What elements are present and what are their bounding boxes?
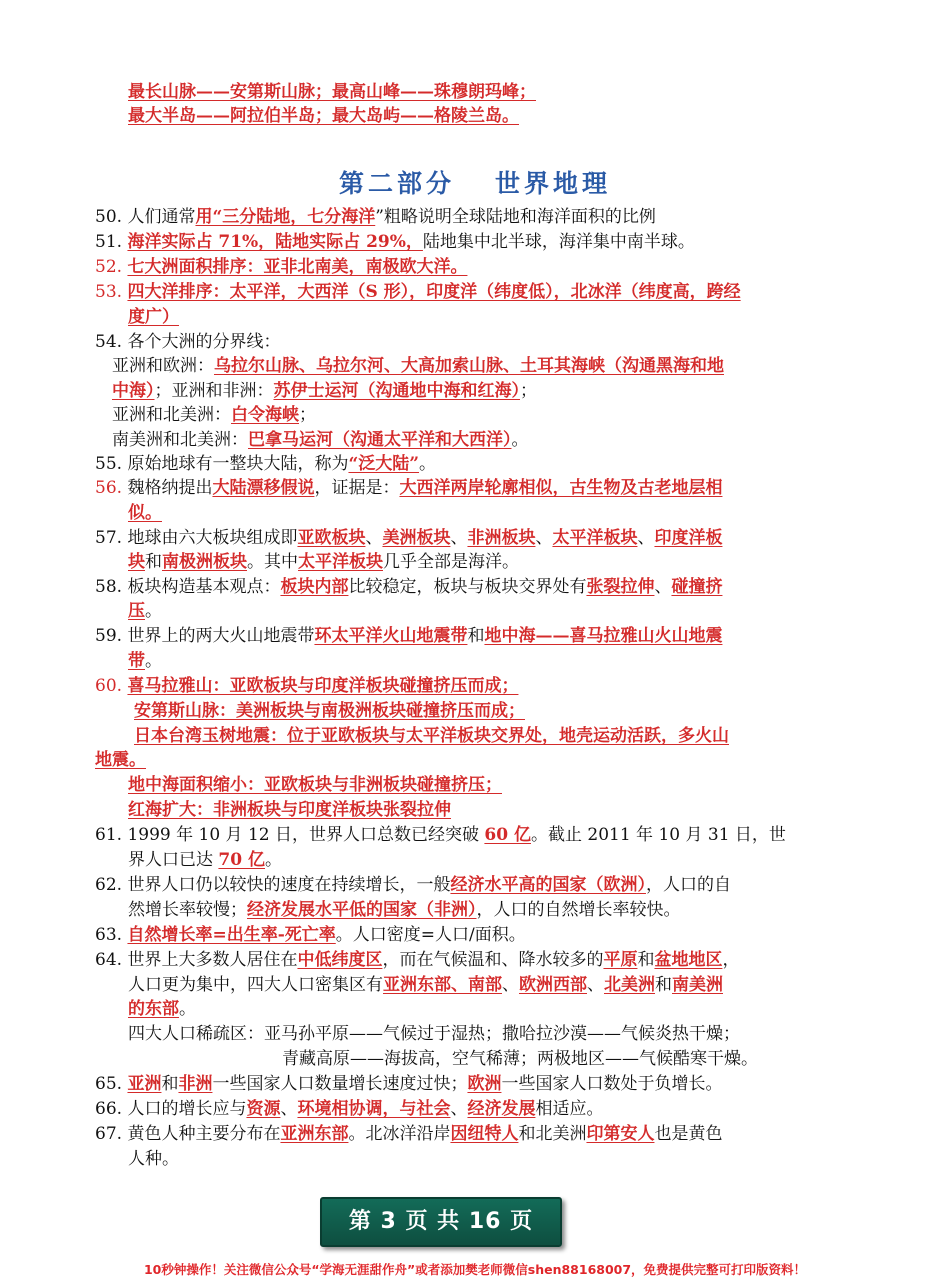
highlight: 印第安人	[586, 1124, 655, 1144]
item-number: 63.	[95, 925, 123, 945]
highlight: 非洲板块	[467, 528, 536, 548]
item-65	[95, 1072, 722, 1096]
text: 。	[419, 454, 437, 474]
item-54-line-4	[112, 428, 529, 452]
item-67-cont: 人种。	[128, 1149, 179, 1169]
item-60-e: 地中海面积缩小：亚欧板块与非洲板块碰撞挤压；	[128, 775, 502, 795]
text: 、	[535, 528, 553, 548]
item-57	[95, 526, 722, 550]
item-51	[95, 230, 695, 254]
text: 。	[145, 601, 162, 621]
highlight: “泛大陆”	[348, 454, 420, 474]
text: ”粗略说明全球陆地和海洋面积的比例	[375, 207, 656, 227]
text: 南美洲和北美洲：	[112, 430, 248, 450]
text: ；亚洲和非洲：	[154, 381, 274, 401]
text: 一些国家人口数处于负增长。	[501, 1074, 723, 1094]
item-60-d: 地震。	[95, 750, 146, 770]
highlight: 相协调，与	[331, 1099, 417, 1119]
item-number: 52.	[95, 257, 123, 277]
highlight: 印度洋板	[654, 528, 723, 548]
text: 几乎全部是海洋。	[383, 552, 519, 572]
item-59	[95, 624, 722, 648]
highlight: 七大洲面积排序：亚非北南美，南极欧大洋。	[127, 257, 468, 277]
highlight: 白令海峡	[231, 405, 299, 425]
highlight: 北美洲	[604, 975, 655, 995]
text: 亚洲和北美洲：	[112, 405, 231, 425]
highlight: 中海）	[112, 381, 155, 401]
item-50	[95, 205, 656, 229]
item-number: 61.	[95, 825, 123, 845]
item-56-cont: 似。	[128, 503, 162, 523]
highlight: 亚欧板块	[297, 528, 366, 548]
highlight: 四大洋排序：太平洋，大西洋（S 形），印度洋（纬度低），北冰洋（纬度高，跨经	[127, 282, 741, 302]
item-53-cont: 度广）	[128, 307, 179, 327]
highlight: 地中海——喜马拉雅山火山地震	[484, 626, 723, 646]
text: 世界上大多数人居住在	[127, 950, 298, 970]
item-number: 60.	[95, 676, 123, 696]
text: 魏格纳提出	[127, 478, 213, 498]
item-54-line-3	[112, 403, 316, 427]
item-number: 50.	[95, 207, 123, 227]
highlight: 海洋实际占 71%，陆地实际占 29%，	[127, 232, 423, 252]
text: 黄色人种主要分布在	[127, 1124, 281, 1144]
item-62	[95, 873, 731, 897]
text: 相适应。	[535, 1099, 604, 1119]
highlight: 欧洲	[467, 1074, 502, 1094]
text: 。其中	[247, 552, 298, 572]
text: 各个大洲的分界线：	[127, 332, 281, 352]
item-number: 66.	[95, 1099, 123, 1119]
highlight: 欧洲西部	[519, 975, 587, 995]
text: 亚洲和欧洲：	[112, 356, 214, 376]
highlight: 乌拉尔山脉、乌拉尔河、大高加索山脉、土耳其海峡（沟通黑海和地	[214, 356, 724, 376]
text: ；	[520, 381, 537, 401]
item-57-cont	[128, 550, 519, 574]
item-number: 59.	[95, 626, 123, 646]
text: 、	[365, 528, 383, 548]
text: 比较稳定，板块与板块交界处有	[348, 577, 587, 597]
item-number: 62.	[95, 875, 123, 895]
item-54-line-2	[112, 379, 537, 403]
text: 板块构造基本观点：	[127, 577, 281, 597]
highlight: 非洲	[178, 1074, 213, 1094]
highlight: 太平洋板块	[298, 552, 383, 572]
text: 界人口已达	[128, 850, 213, 870]
section-name: 世界地理	[495, 169, 612, 198]
text: ；	[299, 405, 316, 425]
highlight: 带	[128, 651, 145, 671]
text: 世界人口仍以较快的速度在持续增长，一般	[127, 875, 451, 895]
text: 和	[161, 1074, 179, 1094]
text: 人们通常	[127, 207, 196, 227]
highlight: 经济发展水平低的国家（非洲）	[247, 900, 477, 920]
text: 。	[511, 430, 529, 450]
highlight: 社会	[416, 1099, 451, 1119]
highlight: 碰撞挤	[671, 577, 723, 597]
item-61	[95, 823, 786, 847]
item-56	[95, 476, 722, 500]
text: 。截止 2011 年 10 月 31 日，世	[530, 825, 786, 845]
item-55	[95, 452, 436, 476]
highlight: 60 亿	[484, 825, 531, 845]
text: 一些国家人口数量增长速度过快；	[212, 1074, 468, 1094]
text: 然增长率较慢；	[128, 900, 247, 920]
item-number: 51.	[95, 232, 123, 252]
text: ，人口的自然增长率较快。	[476, 900, 681, 920]
item-67	[95, 1122, 722, 1146]
item-number: 55.	[95, 454, 123, 474]
highlight: 中低纬度区	[297, 950, 383, 970]
section-title	[0, 164, 950, 200]
text: 。	[179, 999, 196, 1019]
item-60-f: 红海扩大：非洲板块与印度洋板块张裂拉伸	[128, 800, 451, 820]
highlight: 巴拿马运河（沟通太平洋和大西洋）	[248, 430, 512, 450]
text: 、	[280, 1099, 298, 1119]
text: ，而在气候温和、降水较多的	[382, 950, 604, 970]
item-52	[95, 255, 467, 279]
highlight: 大西洋两岸轮廓相似，古生物及古老地层相	[399, 478, 723, 498]
item-60-c: 日本台湾玉树地震：位于亚欧板块与太平洋板块交界处，地壳运动活跃，多火山	[134, 726, 729, 746]
highlight: 南美洲	[672, 975, 723, 995]
highlight: 压	[128, 601, 145, 621]
text: 也是黄色	[654, 1124, 723, 1144]
text: 。	[264, 850, 282, 870]
highlight: 南极洲板块	[162, 552, 247, 572]
item-64-sparse-2: 青藏高原——海拔高，空气稀薄；两极地区——气候酷寒干燥。	[282, 1049, 758, 1069]
item-60	[95, 674, 518, 698]
highlight: 喜马拉雅山：亚欧板块与印度洋板块碰撞挤压而成；	[127, 676, 519, 696]
item-number: 64.	[95, 950, 123, 970]
item-59-cont	[128, 649, 162, 673]
text: 和	[655, 975, 672, 995]
highlight: 太平洋板块	[552, 528, 638, 548]
item-number: 54.	[95, 332, 123, 352]
highlight: 亚洲东部、南部	[383, 975, 502, 995]
text: 和	[467, 626, 485, 646]
text: 人口的增长应与	[127, 1099, 247, 1119]
text: 陆地集中北半球，海洋集中南半球。	[422, 232, 695, 252]
item-number: 58.	[95, 577, 123, 597]
highlight: 盆地地区	[654, 950, 723, 970]
highlight: 的东部	[128, 999, 179, 1019]
item-number: 57.	[95, 528, 123, 548]
text: 人口更为集中，四大人口密集区有	[128, 975, 383, 995]
highlight: 平原	[603, 950, 638, 970]
highlight: 张裂拉伸	[586, 577, 655, 597]
highlight: 自然增长率=出生率-死亡率	[127, 925, 336, 945]
item-58-cont	[128, 599, 162, 623]
highlight: 经济水平高的国家（欧洲）	[450, 875, 646, 895]
item-number: 65.	[95, 1074, 123, 1094]
item-61-cont	[128, 848, 282, 872]
highlight: 块	[128, 552, 145, 572]
intro-line-1: 最长山脉——安第斯山脉；最高山峰——珠穆朗玛峰；	[128, 82, 536, 102]
highlight: 苏伊士运河（沟通地中海和红海）	[273, 381, 520, 401]
item-53	[95, 280, 741, 304]
section-part: 第二部分	[338, 169, 455, 198]
highlight: 大陆漂移假说	[212, 478, 315, 498]
text: 。	[145, 651, 162, 671]
text: ，人口的自	[645, 875, 731, 895]
text: ，证据是：	[314, 478, 400, 498]
item-number: 53.	[95, 282, 123, 302]
item-58	[95, 575, 722, 599]
item-60-b: 安第斯山脉：美洲板块与南极洲板块碰撞挤压而成；	[134, 701, 525, 721]
text: 。北冰洋沿岸	[348, 1124, 451, 1144]
text: 、	[654, 577, 672, 597]
item-66	[95, 1097, 603, 1121]
highlight: 板块内部	[280, 577, 349, 597]
item-64-cont-1	[128, 973, 723, 997]
item-62-cont	[128, 898, 681, 922]
text: 和北美洲	[518, 1124, 587, 1144]
text: 和	[637, 950, 655, 970]
highlight: 亚洲	[127, 1074, 162, 1094]
text: 地球由六大板块组成即	[127, 528, 298, 548]
item-number: 56.	[95, 478, 123, 498]
item-64	[95, 948, 739, 972]
highlight: 环太平洋火山地震带	[314, 626, 468, 646]
page-indicator: 第 3 页 共 16 页	[320, 1197, 562, 1247]
item-64-sparse-1: 四大人口稀疏区：亚马孙平原——气候过于湿热；撒哈拉沙漠——气候炎热干燥；	[128, 1024, 740, 1044]
text: 和	[145, 552, 162, 572]
text: 世界上的两大火山地震带	[127, 626, 315, 646]
item-64-cont-2	[128, 997, 196, 1021]
text: 。人口密度=人口/面积。	[335, 925, 526, 945]
highlight: 环境	[297, 1099, 332, 1119]
text: ，	[722, 950, 740, 970]
highlight: 用“三分陆地，七分海洋	[195, 207, 376, 227]
text: 、	[450, 528, 468, 548]
text: 、	[502, 975, 519, 995]
promo-banner: 10秒钟操作！关注微信公众号“学海无涯甜作舟”或者添加樊老师微信shen88168007，免费提供完整可打印版资料！	[143, 1262, 807, 1277]
highlight: 亚洲东部	[280, 1124, 349, 1144]
item-63	[95, 923, 526, 947]
highlight: 美洲板块	[382, 528, 451, 548]
text: 1999 年 10 月 12 日，世界人口总数已经突破	[127, 825, 479, 845]
text: 、	[637, 528, 655, 548]
highlight: 因纽特人	[450, 1124, 519, 1144]
item-54-line-1	[112, 354, 724, 378]
highlight: 资源	[246, 1099, 281, 1119]
text: 、	[450, 1099, 468, 1119]
item-number: 67.	[95, 1124, 123, 1144]
intro-line-2: 最大半岛——阿拉伯半岛；最大岛屿——格陵兰岛。	[128, 106, 519, 126]
text: 、	[587, 975, 604, 995]
highlight: 经济发展	[467, 1099, 536, 1119]
highlight: 70 亿	[218, 850, 265, 870]
text: 原始地球有一整块大陆，称为	[127, 454, 349, 474]
item-54	[95, 330, 280, 354]
